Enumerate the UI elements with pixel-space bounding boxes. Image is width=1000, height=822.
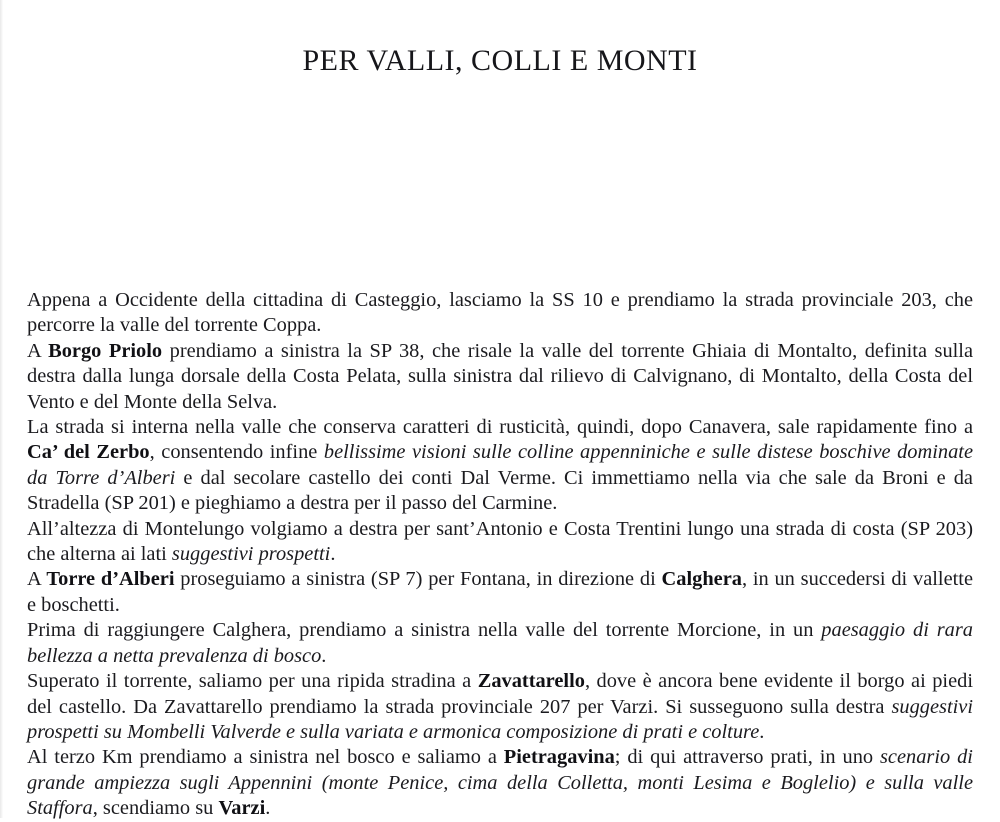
descriptive-emphasis: paesaggio di rara bellezza a netta prevalenza di bosco bbox=[27, 619, 974, 667]
text-run: proseguiamo a sinistra (SP 7) per Fontana, in direzione di bbox=[174, 568, 662, 591]
paragraph bbox=[27, 567, 973, 618]
paragraph bbox=[27, 745, 973, 821]
place-name-emphasis: Torre d’Alberi bbox=[46, 568, 175, 591]
descriptive-emphasis: scenario di grande ampiezza sugli Appennini (monte Penice, cima della Colletta, monti Lesima e Boglelio) e sulla valle Staffora bbox=[27, 746, 973, 820]
text-run: , consentendo infine bbox=[149, 441, 324, 464]
text-run: A bbox=[27, 568, 47, 591]
document-body bbox=[27, 288, 973, 822]
paragraph bbox=[27, 517, 973, 568]
descriptive-emphasis: suggestivi prospetti su Mombelli Valverde e sulla variata e armonica composizione di prati e colture bbox=[27, 695, 973, 743]
descriptive-emphasis: suggestivi prospetti bbox=[171, 543, 331, 566]
place-name-emphasis: Varzi bbox=[218, 797, 266, 820]
place-name-emphasis: Zavattarello bbox=[477, 670, 585, 693]
text-run: e dal secolare castello dei conti Dal Verme. Ci immettiamo nella via che sale da Broni e da Stradella (SP 201) e pieghiamo a destra per il passo del Carmine. bbox=[27, 466, 973, 515]
text-run: prendiamo a sinistra la SP 38, che risale la valle del torrente Ghiaia di Montalto, definita sulla destra dalla lunga dorsale della Costa Pelata, sulla sinistra dal rilievo di Calvignano, di Montalto, della Costa del Vento e del Monte della Selva. bbox=[27, 339, 974, 413]
page-title: PER VALLI, COLLI E MONTI bbox=[302, 44, 698, 78]
text-run: Prima di raggiungere Calghera, prendiamo a sinistra nella valle del torrente Morcione, in un bbox=[27, 619, 822, 642]
text-run: ; di qui attraverso prati, in uno bbox=[614, 746, 880, 769]
text-run: , dove è ancora bene evidente il borgo ai piedi del castello. Da Zavattarello prendiamo la strada provinciale 207 per Varzi. Si susseguono sulla destra bbox=[27, 670, 973, 718]
text-run: , in un succedersi di vallette e boschetti. bbox=[27, 568, 974, 616]
text-run: Appena a Occidente della cittadina di Casteggio, lasciamo la SS 10 e prendiamo la strada provinciale 203, che percorre la valle del torrente Coppa. bbox=[27, 289, 973, 337]
text-run: A bbox=[27, 339, 49, 362]
text-run: All’altezza di Montelungo volgiamo a destra per sant’Antonio e Costa Trentini lungo una strada di costa (SP 203) che alterna ai lati bbox=[27, 517, 973, 566]
text-run: , scendiamo su bbox=[92, 797, 219, 820]
paragraph bbox=[27, 415, 973, 517]
text-run: Superato il torrente, saliamo per una ripida stradina a bbox=[27, 670, 478, 693]
descriptive-emphasis: bellissime visioni sulle colline appenniniche e sulle distese boschive dominate da Torre d’Alberi bbox=[27, 441, 973, 489]
text-run: . bbox=[759, 720, 765, 743]
paragraph bbox=[27, 339, 973, 415]
place-name-emphasis: Calghera bbox=[661, 568, 742, 591]
text-run: Al terzo Km prendiamo a sinistra nel bosco e saliamo a bbox=[27, 746, 504, 769]
place-name-emphasis: Ca’ del Zerbo bbox=[27, 441, 150, 464]
place-name-emphasis: Borgo Priolo bbox=[48, 339, 163, 362]
text-run: . bbox=[330, 543, 336, 566]
text-run: . bbox=[265, 797, 271, 820]
paragraph bbox=[27, 669, 973, 745]
paragraph bbox=[27, 618, 973, 669]
paragraph bbox=[27, 288, 973, 339]
place-name-emphasis: Pietragavina bbox=[503, 746, 615, 769]
text-run: La strada si interna nella valle che conserva caratteri di rusticità, quindi, dopo Canavera, sale rapidamente fino a bbox=[27, 416, 973, 439]
text-run: . bbox=[321, 644, 327, 667]
